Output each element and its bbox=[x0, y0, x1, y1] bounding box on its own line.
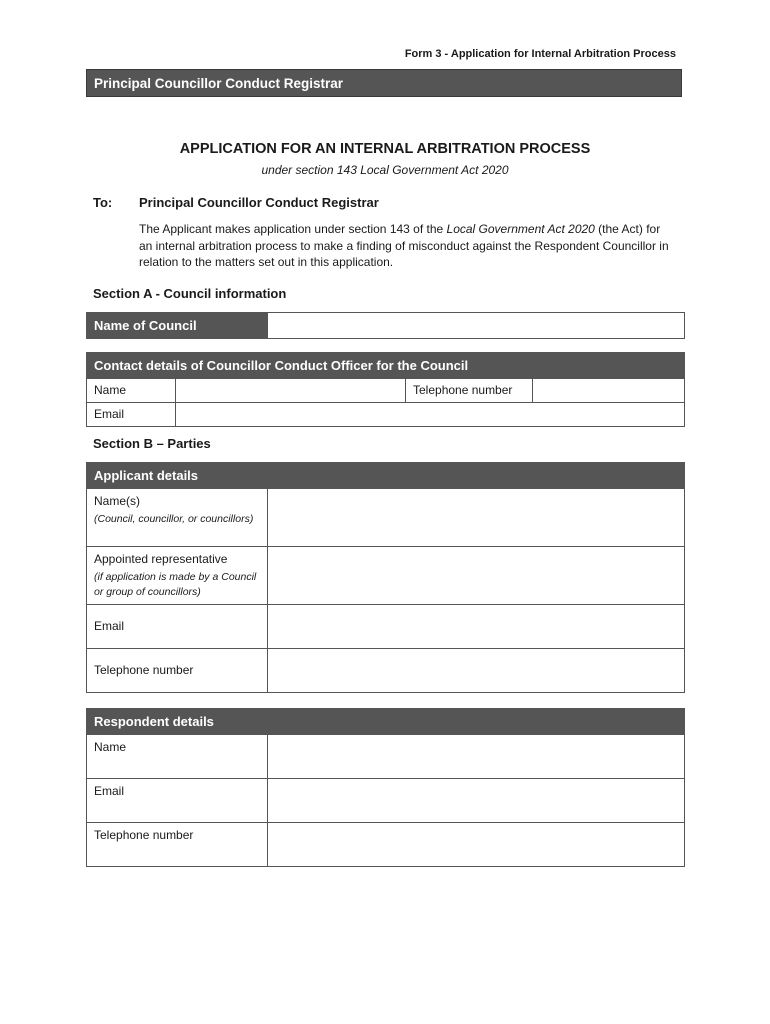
officer-name-field[interactable] bbox=[176, 379, 406, 403]
applicant-telephone-label: Telephone number bbox=[87, 649, 268, 693]
respondent-email-label: Email bbox=[87, 779, 268, 823]
respondent-name-label: Name bbox=[87, 735, 268, 779]
form-reference: Form 3 - Application for Internal Arbitration Process bbox=[404, 48, 676, 60]
applicant-details-table bbox=[86, 462, 685, 693]
intro-text-start: The Applicant makes application under section 143 of the bbox=[139, 222, 447, 236]
respondent-details-heading: Respondent details bbox=[87, 709, 685, 735]
conduct-officer-heading: Contact details of Councillor Conduct Officer for the Council bbox=[87, 353, 685, 379]
registrar-banner: Principal Councillor Conduct Registrar bbox=[86, 69, 682, 97]
officer-telephone-field[interactable] bbox=[533, 379, 685, 403]
applicant-representative-label: Appointed representative bbox=[94, 552, 228, 566]
applicant-representative-note: (if application is made by a Council or group of councillors) bbox=[94, 571, 257, 598]
council-name-label: Name of Council bbox=[87, 313, 268, 339]
conduct-officer-table bbox=[86, 352, 685, 427]
respondent-email-field[interactable] bbox=[268, 779, 685, 823]
applicant-email-label: Email bbox=[87, 605, 268, 649]
officer-telephone-label: Telephone number bbox=[406, 379, 533, 403]
officer-name-label: Name bbox=[87, 379, 176, 403]
respondent-telephone-label: Telephone number bbox=[87, 823, 268, 867]
officer-email-label: Email bbox=[87, 403, 176, 427]
council-name-field[interactable] bbox=[268, 313, 685, 339]
council-name-table bbox=[86, 312, 685, 339]
respondent-name-field[interactable] bbox=[268, 735, 685, 779]
applicant-names-note: (Council, councillor, or councillors) bbox=[94, 513, 254, 525]
intro-text-end: (the Act) for an internal arbitration process to make a finding of misconduct against the Respondent Councillor in relation to the matters set out in this application. bbox=[139, 222, 669, 269]
applicant-representative-cell bbox=[87, 547, 268, 605]
to-label: To: bbox=[93, 195, 113, 210]
applicant-names-cell bbox=[87, 489, 268, 547]
respondent-telephone-field[interactable] bbox=[268, 823, 685, 867]
to-recipient: Principal Councillor Conduct Registrar bbox=[139, 195, 379, 210]
intro-paragraph bbox=[139, 221, 669, 271]
applicant-telephone-field[interactable] bbox=[268, 649, 685, 693]
page-title: APPLICATION FOR AN INTERNAL ARBITRATION PROCESS bbox=[179, 141, 591, 157]
section-a-heading: Section A - Council information bbox=[93, 286, 287, 301]
applicant-representative-field[interactable] bbox=[268, 547, 685, 605]
respondent-details-table bbox=[86, 708, 685, 867]
officer-email-field[interactable] bbox=[176, 403, 685, 427]
intro-act-name: Local Government Act 2020 bbox=[446, 222, 595, 236]
applicant-details-heading: Applicant details bbox=[87, 463, 685, 489]
page-subtitle: under section 143 Local Government Act 2020 bbox=[261, 163, 509, 177]
section-b-heading: Section B – Parties bbox=[93, 436, 211, 451]
applicant-names-label: Name(s) bbox=[94, 494, 141, 508]
applicant-names-field[interactable] bbox=[268, 489, 685, 547]
applicant-email-field[interactable] bbox=[268, 605, 685, 649]
